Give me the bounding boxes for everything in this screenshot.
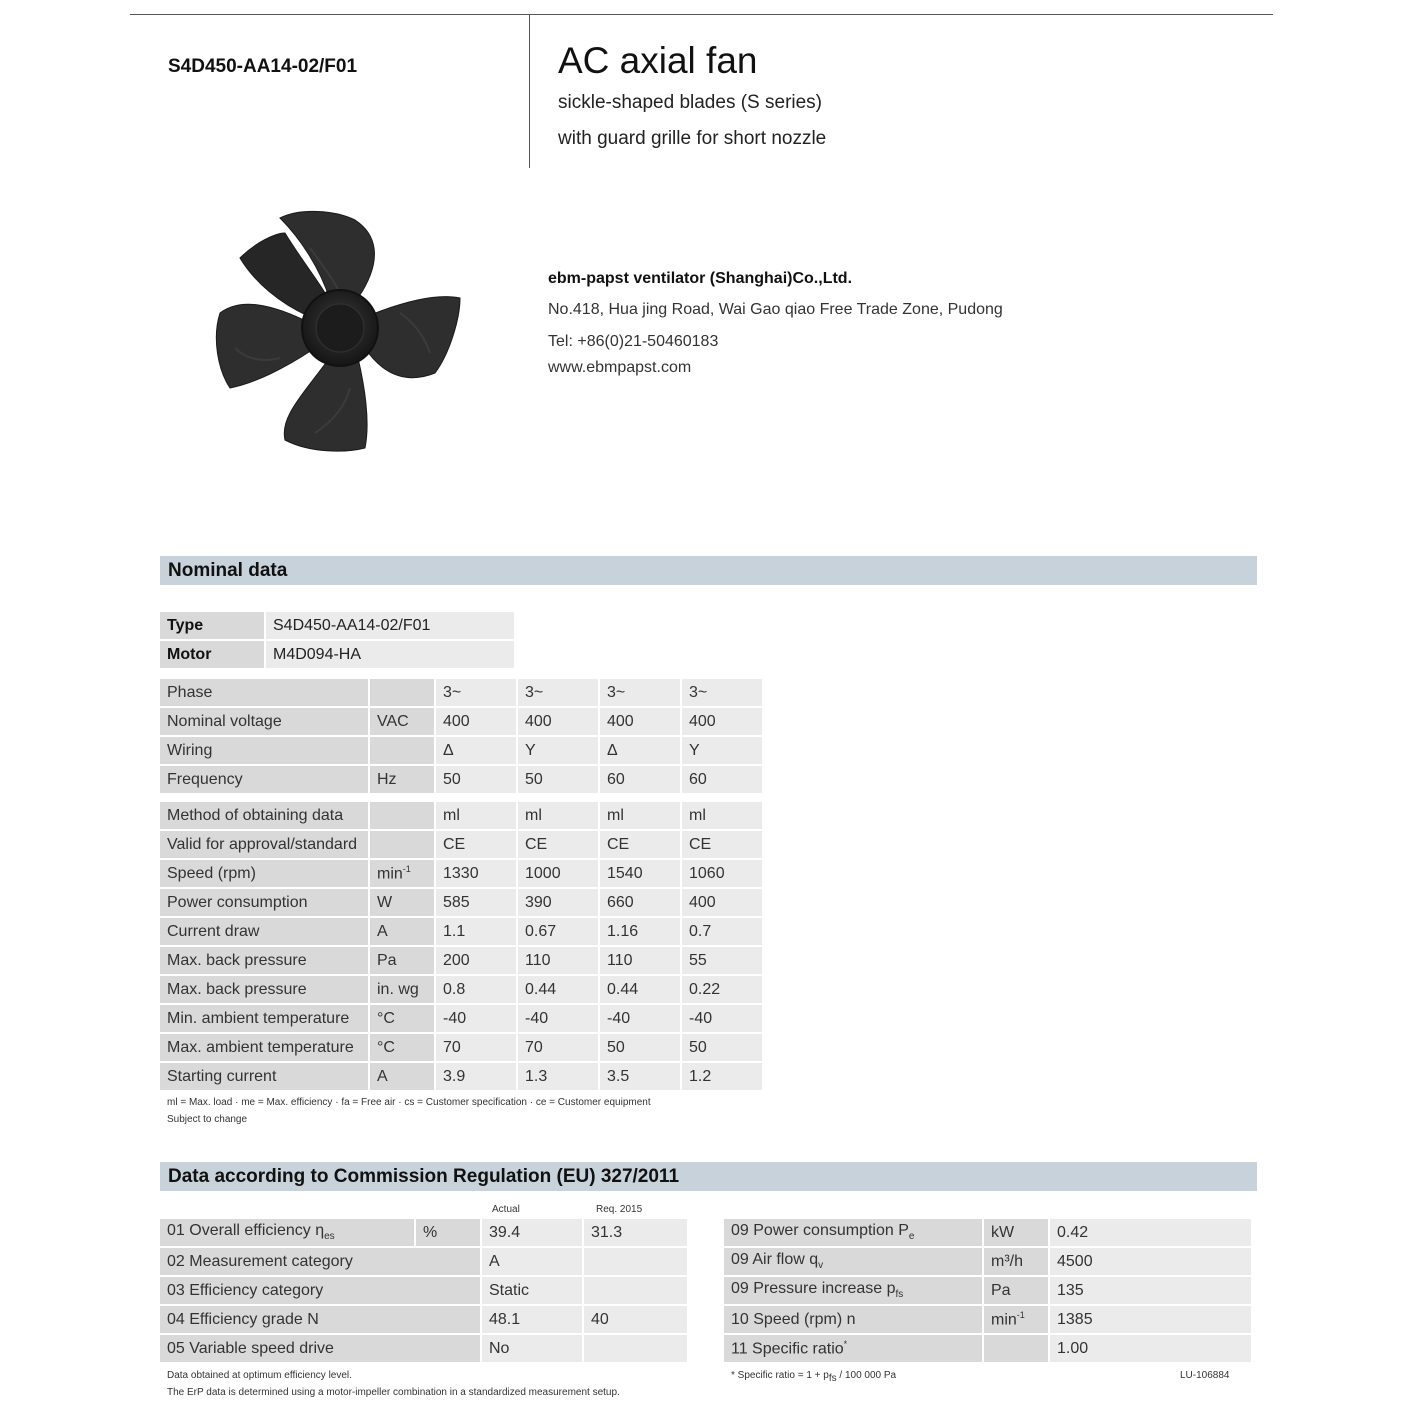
row-value: 50 <box>600 1034 682 1063</box>
row-value: CE <box>682 831 764 860</box>
fan-image <box>200 198 470 483</box>
row-value: 400 <box>436 708 518 737</box>
row-value: 0.7 <box>682 918 764 947</box>
row-unit <box>370 802 436 831</box>
erp-label <box>724 1277 984 1306</box>
erp-actual: Static <box>482 1277 584 1306</box>
row-value: 60 <box>682 766 764 795</box>
row-label: Max. back pressure <box>160 947 370 976</box>
erp-label-text: 09 Power consumption P <box>731 1222 909 1240</box>
nominal-row <box>160 737 764 766</box>
erp-value: 4500 <box>1050 1248 1253 1277</box>
nominal-row <box>160 708 764 737</box>
company-website: www.ebmpapst.com <box>548 359 692 376</box>
erp-note-2: The ErP data is determined using a motor-impeller combination in a standardized measurement setup. <box>167 1387 620 1398</box>
company-address: No.418, Hua jing Road, Wai Gao qiao Free Trade Zone, Pudong <box>548 301 1003 318</box>
row-label: Wiring <box>160 737 370 766</box>
type-value: S4D450-AA14-02/F01 <box>266 612 516 641</box>
erp-unit: % <box>416 1219 482 1248</box>
erp-right-table <box>724 1219 1253 1364</box>
row-value: -40 <box>682 1005 764 1034</box>
row-value: CE <box>518 831 600 860</box>
row-value: 1.3 <box>518 1063 600 1092</box>
erp-label <box>724 1248 984 1277</box>
nominal-group2-table <box>160 802 764 1092</box>
row-value: Y <box>518 737 600 766</box>
company-tel: Tel: +86(0)21-50460183 <box>548 333 719 350</box>
row-value: 390 <box>518 889 600 918</box>
row-value: 3~ <box>600 679 682 708</box>
unit-text: A <box>377 922 388 940</box>
motor-value: M4D094-HA <box>266 641 516 670</box>
erp-label-sup: * <box>843 1338 848 1349</box>
erp-label <box>160 1306 482 1335</box>
row-value: 3~ <box>682 679 764 708</box>
erp-unit-sup: -1 <box>1016 1309 1025 1320</box>
row-value: 1.2 <box>682 1063 764 1092</box>
row-value: 1.1 <box>436 918 518 947</box>
row-value: 0.67 <box>518 918 600 947</box>
unit-text: °C <box>377 1009 395 1027</box>
row-value: ml <box>682 802 764 831</box>
row-label: Valid for approval/standard <box>160 831 370 860</box>
top-rule <box>130 14 1273 15</box>
erp-row <box>724 1248 1253 1277</box>
row-unit <box>370 831 436 860</box>
row-value: Y <box>682 737 764 766</box>
row-value: 0.44 <box>518 976 600 1005</box>
row-value: Δ <box>436 737 518 766</box>
row-unit <box>370 889 436 918</box>
erp-label-sub: v <box>818 1260 824 1272</box>
row-label: Method of obtaining data <box>160 802 370 831</box>
erp-note-1: Data obtained at optimum efficiency level. <box>167 1370 352 1381</box>
erp-row <box>160 1335 689 1364</box>
erp-label-sub: e <box>908 1231 915 1243</box>
row-label: Frequency <box>160 766 370 795</box>
erp-req <box>584 1248 689 1277</box>
unit-superscript: -1 <box>402 863 411 874</box>
row-unit <box>370 679 436 708</box>
erp-unit <box>984 1306 1050 1335</box>
motor-row <box>160 641 516 670</box>
row-value: 3~ <box>436 679 518 708</box>
row-label: Power consumption <box>160 889 370 918</box>
row-value: 0.44 <box>600 976 682 1005</box>
erp-unit-text: kW <box>991 1223 1015 1241</box>
erp-label-text: 05 Variable speed drive <box>167 1339 334 1357</box>
row-unit <box>370 737 436 766</box>
nominal-row <box>160 679 764 708</box>
row-value: 110 <box>600 947 682 976</box>
row-unit <box>370 976 436 1005</box>
erp-label-text: 03 Efficiency category <box>167 1281 324 1299</box>
col-req: Req. 2015 <box>596 1204 643 1215</box>
erp-label-text: 09 Pressure increase p <box>731 1280 896 1298</box>
document-id: LU-106884 <box>1180 1370 1230 1381</box>
row-value: 1060 <box>682 860 764 889</box>
row-value: 1.16 <box>600 918 682 947</box>
row-value: ml <box>600 802 682 831</box>
row-value: 50 <box>518 766 600 795</box>
erp-row <box>160 1277 689 1306</box>
specific-ratio-note <box>731 1370 896 1384</box>
row-value: 0.22 <box>682 976 764 1005</box>
erp-section-header <box>160 1162 1257 1191</box>
erp-label-text: 10 Speed (rpm) n <box>731 1310 856 1328</box>
erp-label-text: 01 Overall efficiency η <box>167 1222 325 1240</box>
row-value: 585 <box>436 889 518 918</box>
row-unit <box>370 918 436 947</box>
erp-row <box>724 1335 1253 1364</box>
product-title: AC axial fan <box>558 40 758 81</box>
row-value: 3.9 <box>436 1063 518 1092</box>
row-unit <box>370 708 436 737</box>
specific-ratio-note-a: * Specific ratio = 1 + p <box>731 1370 829 1381</box>
nominal-row <box>160 976 764 1005</box>
product-subtitle-1: sickle-shaped blades (S series) <box>558 92 823 113</box>
erp-value: 0.42 <box>1050 1219 1253 1248</box>
row-value: 0.8 <box>436 976 518 1005</box>
type-row <box>160 612 516 641</box>
row-value: 660 <box>600 889 682 918</box>
row-label: Speed (rpm) <box>160 860 370 889</box>
row-value: 3.5 <box>600 1063 682 1092</box>
row-value: 1540 <box>600 860 682 889</box>
row-value: -40 <box>518 1005 600 1034</box>
erp-unit <box>984 1335 1050 1364</box>
nominal-row <box>160 766 764 795</box>
unit-text: Pa <box>377 951 397 969</box>
erp-actual: 48.1 <box>482 1306 584 1335</box>
erp-unit-text: Pa <box>991 1281 1011 1299</box>
erp-row <box>160 1219 689 1248</box>
header-divider <box>529 14 530 168</box>
specific-ratio-note-sub: fs <box>828 1373 837 1384</box>
row-value: ml <box>518 802 600 831</box>
unit-text: min <box>377 865 403 883</box>
col-actual: Actual <box>492 1204 520 1215</box>
unit-text: VAC <box>377 712 409 730</box>
erp-value: 1385 <box>1050 1306 1253 1335</box>
row-value: 400 <box>682 889 764 918</box>
erp-unit <box>984 1277 1050 1306</box>
nominal-section-header <box>160 556 1257 585</box>
row-value: 70 <box>436 1034 518 1063</box>
row-value: -40 <box>600 1005 682 1034</box>
nominal-footnote: ml = Max. load · me = Max. efficiency · fa = Free air · cs = Customer specification · ce = Customer equipment <box>167 1097 651 1108</box>
row-label: Current draw <box>160 918 370 947</box>
erp-section-title: Data according to Commission Regulation (EU) 327/2011 <box>168 1166 680 1187</box>
product-subtitle-2: with guard grille for short nozzle <box>558 128 827 149</box>
specific-ratio-note-b: / 100 000 Pa <box>836 1370 897 1381</box>
erp-label <box>724 1219 984 1248</box>
model-number: S4D450-AA14-02/F01 <box>168 56 358 77</box>
motor-label: Motor <box>160 641 266 670</box>
erp-label <box>160 1277 482 1306</box>
unit-text: °C <box>377 1038 395 1056</box>
row-value: CE <box>436 831 518 860</box>
erp-actual: A <box>482 1248 584 1277</box>
unit-text: in. wg <box>377 980 419 998</box>
row-value: ml <box>436 802 518 831</box>
company-name: ebm-papst ventilator (Shanghai)Co.,Ltd. <box>548 270 853 287</box>
erp-value: 1.00 <box>1050 1335 1253 1364</box>
row-label: Min. ambient temperature <box>160 1005 370 1034</box>
erp-value: 135 <box>1050 1277 1253 1306</box>
erp-req <box>584 1335 689 1364</box>
row-label: Phase <box>160 679 370 708</box>
unit-text: W <box>377 893 393 911</box>
row-value: CE <box>600 831 682 860</box>
nominal-row <box>160 947 764 976</box>
row-value: 3~ <box>518 679 600 708</box>
row-value: 110 <box>518 947 600 976</box>
erp-label <box>160 1248 482 1277</box>
erp-label <box>160 1335 482 1364</box>
nominal-row <box>160 1005 764 1034</box>
row-value: 400 <box>518 708 600 737</box>
row-unit <box>370 860 436 889</box>
row-value: 70 <box>518 1034 600 1063</box>
row-unit <box>370 1063 436 1092</box>
row-value: 1330 <box>436 860 518 889</box>
erp-req: 31.3 <box>584 1219 689 1248</box>
row-label: Max. ambient temperature <box>160 1034 370 1063</box>
erp-actual: 39.4 <box>482 1219 584 1248</box>
erp-unit-text: min <box>991 1311 1017 1329</box>
erp-row <box>160 1248 689 1277</box>
nominal-group1-table <box>160 679 764 795</box>
erp-req: 40 <box>584 1306 689 1335</box>
row-unit <box>370 1034 436 1063</box>
nominal-row <box>160 831 764 860</box>
type-label: Type <box>160 612 266 641</box>
row-label: Max. back pressure <box>160 976 370 1005</box>
row-value: -40 <box>436 1005 518 1034</box>
nominal-row <box>160 918 764 947</box>
row-value: 55 <box>682 947 764 976</box>
row-unit <box>370 766 436 795</box>
erp-row <box>724 1277 1253 1306</box>
nominal-section-title: Nominal data <box>168 560 288 581</box>
nominal-row <box>160 802 764 831</box>
erp-label-text: 02 Measurement category <box>167 1252 353 1270</box>
row-value: 400 <box>682 708 764 737</box>
erp-label <box>160 1219 416 1248</box>
type-motor-table <box>160 612 516 670</box>
erp-row <box>160 1306 689 1335</box>
row-value: 400 <box>600 708 682 737</box>
erp-left-table <box>160 1219 689 1364</box>
erp-label-sub: fs <box>895 1289 904 1301</box>
erp-unit <box>984 1248 1050 1277</box>
row-value: 60 <box>600 766 682 795</box>
row-value: 1000 <box>518 860 600 889</box>
row-value: 200 <box>436 947 518 976</box>
unit-text: A <box>377 1067 388 1085</box>
unit-text: Hz <box>377 770 397 788</box>
subject-to-change: Subject to change <box>167 1114 248 1125</box>
row-value: 50 <box>436 766 518 795</box>
erp-label-text: 04 Efficiency grade N <box>167 1310 319 1328</box>
erp-label <box>724 1306 984 1335</box>
erp-unit-text: m³/h <box>991 1252 1023 1270</box>
row-value: 50 <box>682 1034 764 1063</box>
erp-req <box>584 1277 689 1306</box>
erp-label-text: 09 Air flow q <box>731 1251 819 1269</box>
erp-label <box>724 1335 984 1364</box>
erp-actual: No <box>482 1335 584 1364</box>
erp-row <box>724 1306 1253 1335</box>
row-label: Nominal voltage <box>160 708 370 737</box>
erp-label-text: 11 Specific ratio <box>731 1340 844 1358</box>
nominal-row <box>160 889 764 918</box>
row-unit <box>370 947 436 976</box>
nominal-row <box>160 1034 764 1063</box>
row-unit <box>370 1005 436 1034</box>
row-label: Starting current <box>160 1063 370 1092</box>
nominal-row <box>160 1063 764 1092</box>
erp-row <box>724 1219 1253 1248</box>
nominal-row <box>160 860 764 889</box>
erp-unit <box>984 1219 1050 1248</box>
row-value: Δ <box>600 737 682 766</box>
erp-label-sub: es <box>324 1231 335 1243</box>
